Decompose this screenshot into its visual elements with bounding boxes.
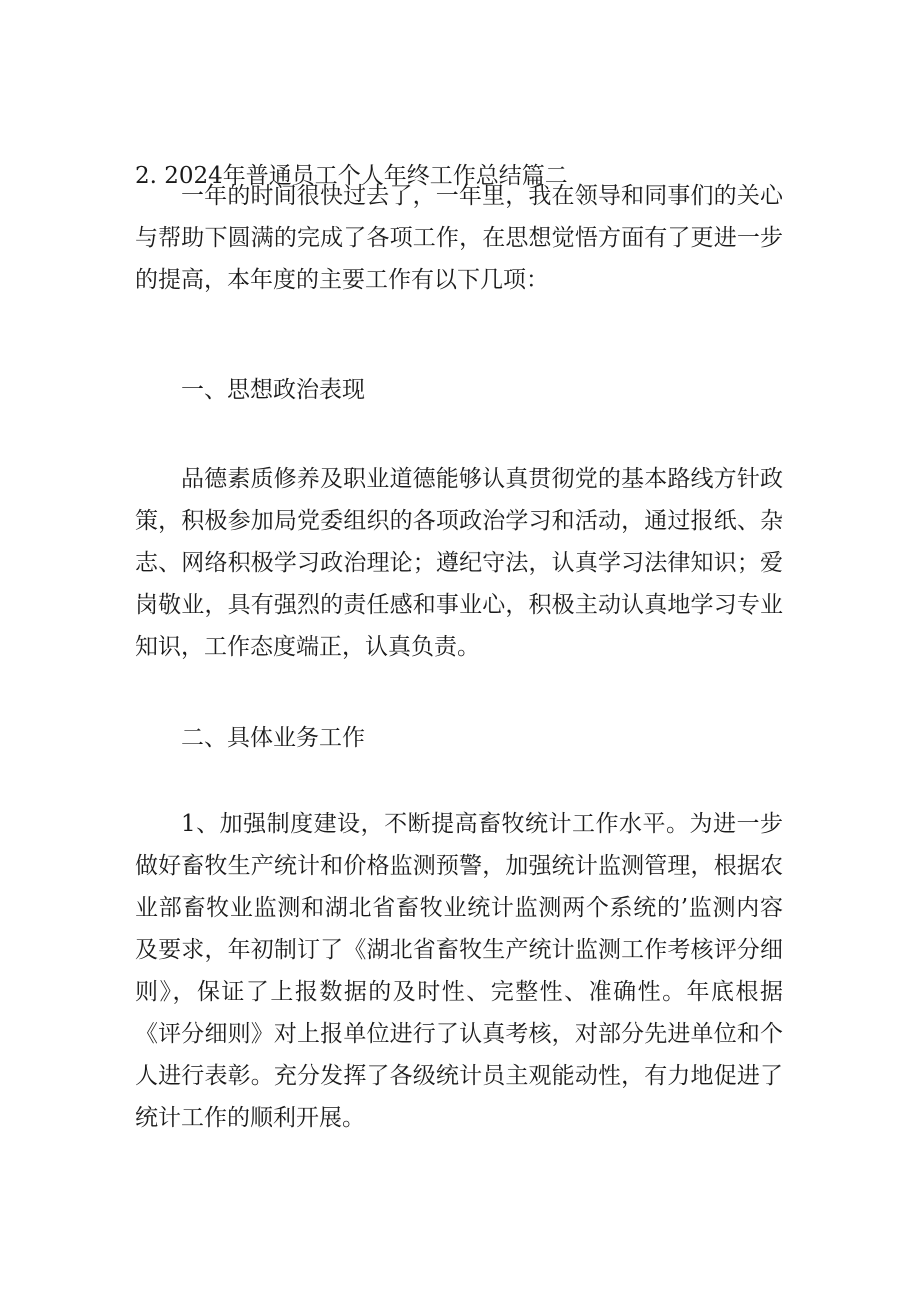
section-heading-political: 一、思想政治表现 xyxy=(181,377,365,403)
business-item-1-paragraph: 1、加强制度建设，不断提高畜牧统计工作水平。为进一步做好畜牧生产统计和价格监测预警，加强统计监测管理，根据农业部畜牧业监测和湖北省畜牧业统计监测两个系统的’监测内容及要求，年初制订了《湖北省畜牧生产统计监测工作考核评分细则》，保证了上报数据的及时性、完整性、准确性。年底根据《评分细则》对上报单位进行了认真考核，对部分先进单位和个人进行表彰。充分发挥了各级统计员主观能动性，有力地促进了统计工作的顺利开展。 xyxy=(135,811,783,1131)
section-heading-business: 二、具体业务工作 xyxy=(181,725,365,751)
intro-paragraph: 一年的时间很快过去了，一年里，我在领导和同事们的关心与帮助下圆满的完成了各项工作，在思想觉悟方面有了更进一步的提高，本年度的主要工作有以下几项： xyxy=(135,183,783,293)
document-title: 2. 2024年普通员工个人年终工作总结篇二 xyxy=(135,163,568,189)
political-paragraph: 品德素质修养及职业道德能够认真贯彻党的基本路线方针政策，积极参加局党委组织的各项政治学习和活动，通过报纸、杂志、网络积极学习政治理论；遵纪守法，认真学习法律知识；爱岗敬业，具有强烈的责任感和事业心，积极主动认真地学习专业知识，工作态度端正，认真负责。 xyxy=(135,466,783,660)
